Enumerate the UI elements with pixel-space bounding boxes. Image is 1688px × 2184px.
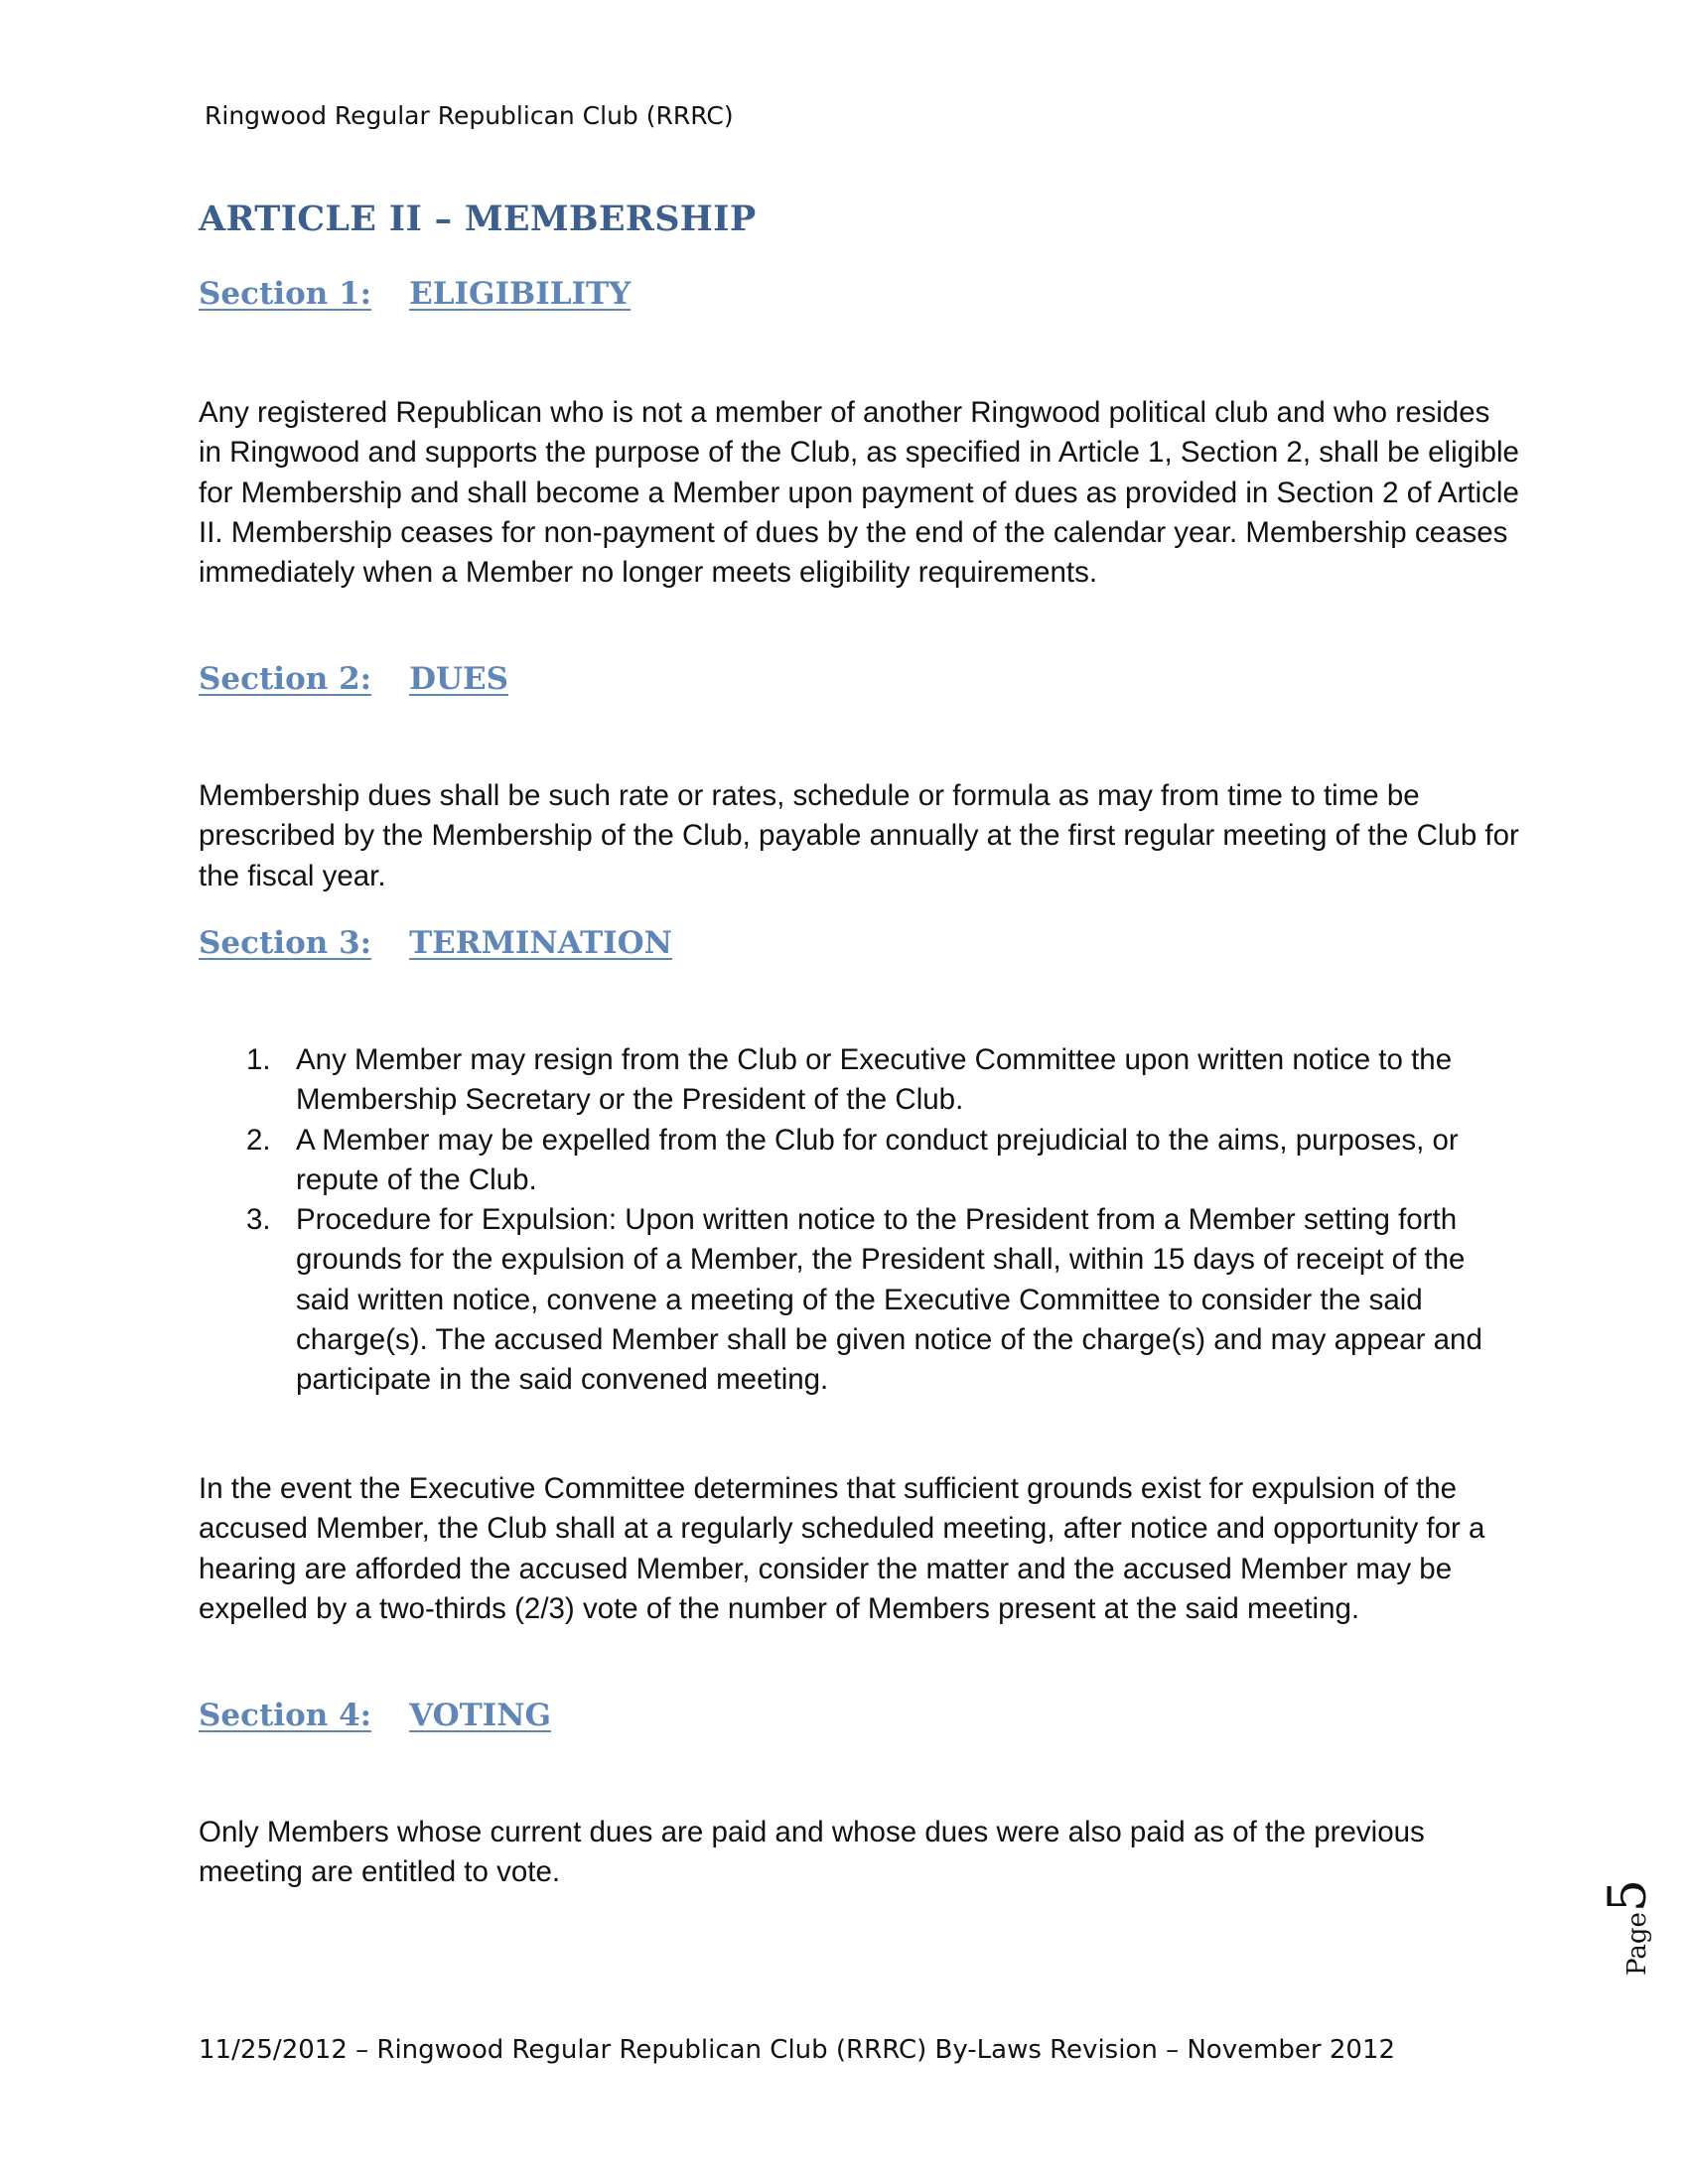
section-3-paragraph: In the event the Executive Committee determines that sufficient grounds exist for expulsion of the accused Member, the Club shall at a regularly scheduled meeting, after notice and opportunity for a hearing are afforded the accused Member, consider the matter and the accused Member may be expelled by a two-thirds (2/3) vote of the number of Members present at the said meeting. [199,1472,1485,1625]
list-item [246,1200,1497,1400]
termination-list [246,1040,1497,1401]
page-number-value: 5 [1599,1879,1658,1913]
section-1-title: ELIGIBILITY [409,276,632,312]
list-item-text: A Member may be expelled from the Club for conduct prejudicial to the aims, purposes, or repute of the Club. [296,1123,1459,1196]
section-3-number: Section 3: [199,925,372,961]
running-footer: 11/25/2012 – Ringwood Regular Republican Club (RRRC) By-Laws Revision – November 2012 [199,2035,1396,2065]
list-item-text: Procedure for Expulsion: Upon written notice to the President from a Member setting forth grounds for the expulsion of a Member, the President shall, within 15 days of receipt of the said written notice, convene a meeting of the Executive Committee to consider the said charge(s). The accused Member shall be given notice of the charge(s) and may appear and participate in the said convened meeting. [296,1203,1482,1397]
list-item [246,1121,1497,1201]
section-4-heading [199,1698,551,1733]
page-number-label: Page [1622,1912,1652,1976]
section-3-heading [199,925,672,961]
section-1-number: Section 1: [199,276,372,312]
list-item [246,1040,1497,1121]
section-3-title: TERMINATION [409,925,672,961]
list-item-number: 3. [246,1203,271,1237]
section-2-paragraph: Membership dues shall be such rate or rates, schedule or formula as may from time to time be prescribed by the Membership of the Club, payable annually at the first regular meeting of the Club for the fiscal year. [199,779,1519,892]
section-1-paragraph: Any registered Republican who is not a member of another Ringwood political club and who resides in Ringwood and supports the purpose of the Club, as specified in Article 1, Section 2, shall be eligible for Membership and shall become a Member upon payment of dues as provided in Section 2 of Article II. Membership ceases for non-payment of dues by the end of the calendar year. Membership ceases immediately when a Member no longer meets eligibility requirements. [199,396,1519,590]
article-title: ARTICLE II – MEMBERSHIP [199,199,757,239]
section-4-paragraph: Only Members whose current dues are paid and whose dues were also paid as of the previous meeting are entitled to vote. [199,1816,1425,1889]
section-4-title: VOTING [409,1698,551,1733]
list-item-number: 1. [246,1043,271,1076]
section-4-number: Section 4: [199,1698,372,1733]
section-2-number: Section 2: [199,661,372,697]
section-1-heading [199,276,631,312]
running-header: Ringwood Regular Republican Club (RRRC) [205,101,734,130]
section-2-heading [199,661,508,697]
list-item-text: Any Member may resign from the Club or Executive Committee upon written notice to the Membership Secretary or the President of the Club. [296,1043,1453,1117]
page-number [1559,1866,1658,1976]
section-2-title: DUES [409,661,509,697]
list-item-number: 2. [246,1123,271,1157]
